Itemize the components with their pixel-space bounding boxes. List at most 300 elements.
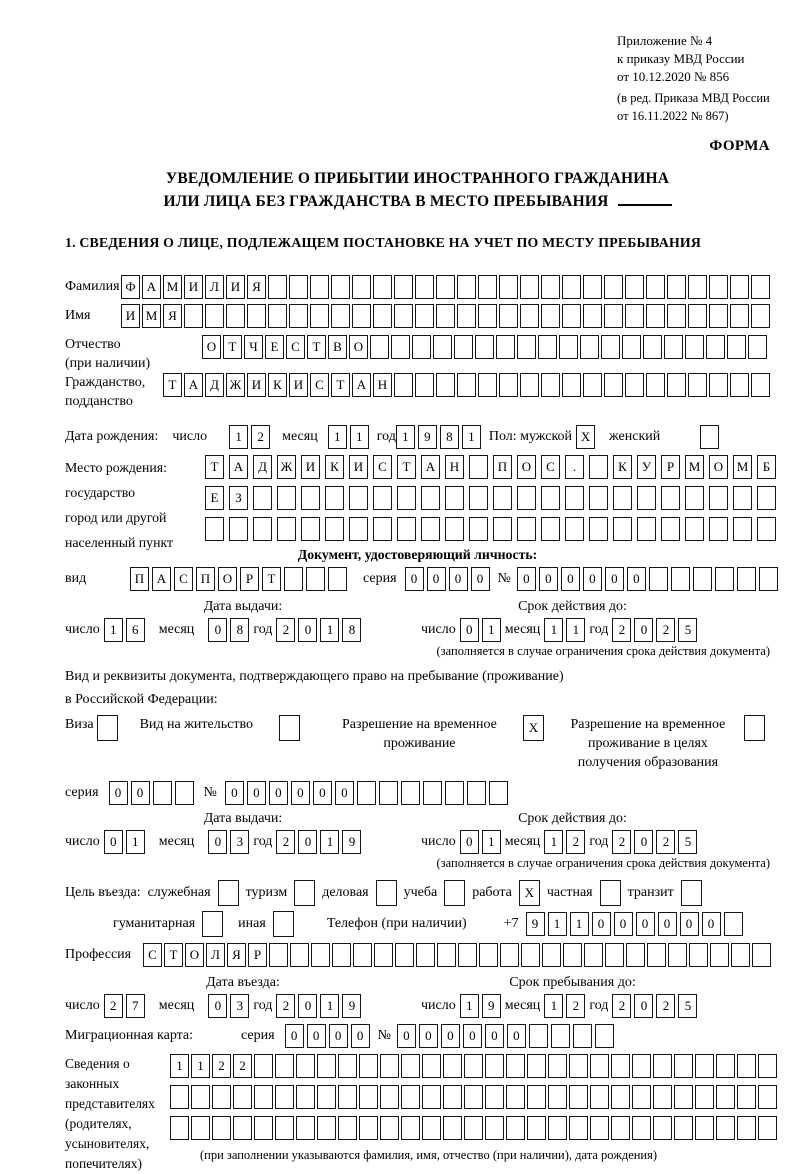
grid-cell[interactable]: 0 <box>561 567 580 591</box>
grid-cell[interactable] <box>569 1054 588 1078</box>
grid-cell[interactable]: 2 <box>276 618 295 642</box>
grid-cell[interactable]: А <box>421 455 440 479</box>
grid-cell[interactable] <box>685 486 704 510</box>
grid-cell[interactable]: У <box>637 455 656 479</box>
grid-cell[interactable] <box>421 517 440 541</box>
grid-cell[interactable]: 3 <box>230 830 249 854</box>
grid-cell[interactable] <box>716 1054 735 1078</box>
grid-cell[interactable] <box>485 1116 504 1140</box>
grid-cell[interactable] <box>401 1116 420 1140</box>
grid-cell[interactable] <box>751 275 770 299</box>
grid-cell[interactable] <box>604 373 623 397</box>
grid-cell[interactable]: 0 <box>485 1024 504 1048</box>
grid-cell[interactable]: 6 <box>126 618 145 642</box>
grid-cell[interactable]: О <box>517 455 536 479</box>
grid-cell[interactable]: 0 <box>247 781 266 805</box>
grid-cell[interactable]: 0 <box>517 567 536 591</box>
grid-cell[interactable] <box>661 486 680 510</box>
grid-cell[interactable] <box>752 943 771 967</box>
grid-cell[interactable] <box>370 335 389 359</box>
grid-cell[interactable] <box>626 943 645 967</box>
grid-cell[interactable]: 0 <box>427 567 446 591</box>
grid-cell[interactable]: 0 <box>636 912 655 936</box>
grid-cell[interactable] <box>538 335 557 359</box>
grid-cell[interactable] <box>254 1054 273 1078</box>
grid-cell[interactable]: Я <box>227 943 246 967</box>
grid-cell[interactable] <box>595 1024 614 1048</box>
grid-cell[interactable] <box>496 335 515 359</box>
grid-cell[interactable] <box>625 304 644 328</box>
grid-cell[interactable] <box>310 275 329 299</box>
grid-cell[interactable] <box>604 304 623 328</box>
grid-cell[interactable] <box>415 373 434 397</box>
grid-cell[interactable]: 0 <box>507 1024 526 1048</box>
grid-cell[interactable] <box>317 1116 336 1140</box>
grid-cell[interactable]: 1 <box>191 1054 210 1078</box>
grid-cell[interactable]: 0 <box>104 830 123 854</box>
grid-cell[interactable]: С <box>310 373 329 397</box>
grid-cell[interactable] <box>685 517 704 541</box>
grid-cell[interactable] <box>445 517 464 541</box>
grid-cell[interactable]: 2 <box>612 994 631 1018</box>
grid-cell[interactable] <box>637 517 656 541</box>
grid-cell[interactable]: 0 <box>208 618 227 642</box>
grid-cell[interactable]: X <box>576 425 595 449</box>
grid-cell[interactable] <box>218 880 239 906</box>
grid-cell[interactable] <box>647 943 666 967</box>
grid-cell[interactable]: А <box>152 567 171 591</box>
grid-cell[interactable] <box>499 373 518 397</box>
grid-cell[interactable]: 1 <box>566 618 585 642</box>
grid-cell[interactable]: 0 <box>131 781 150 805</box>
grid-cell[interactable]: Т <box>262 567 281 591</box>
grid-cell[interactable] <box>671 567 690 591</box>
grid-cell[interactable]: 2 <box>104 994 123 1018</box>
grid-cell[interactable] <box>542 943 561 967</box>
grid-cell[interactable] <box>254 1085 273 1109</box>
grid-cell[interactable]: 2 <box>276 830 295 854</box>
grid-cell[interactable] <box>653 1085 672 1109</box>
grid-cell[interactable] <box>710 943 729 967</box>
grid-cell[interactable]: 0 <box>471 567 490 591</box>
grid-cell[interactable] <box>611 1085 630 1109</box>
grid-cell[interactable] <box>563 943 582 967</box>
grid-cell[interactable] <box>478 373 497 397</box>
grid-cell[interactable]: Н <box>445 455 464 479</box>
grid-cell[interactable]: М <box>163 275 182 299</box>
grid-cell[interactable]: М <box>733 455 752 479</box>
grid-cell[interactable] <box>325 486 344 510</box>
grid-cell[interactable]: 0 <box>634 830 653 854</box>
grid-cell[interactable] <box>268 304 287 328</box>
grid-cell[interactable]: Л <box>206 943 225 967</box>
grid-cell[interactable] <box>653 1116 672 1140</box>
grid-cell[interactable]: 0 <box>269 781 288 805</box>
grid-cell[interactable] <box>517 335 536 359</box>
grid-cell[interactable]: И <box>301 455 320 479</box>
grid-cell[interactable]: Т <box>307 335 326 359</box>
grid-cell[interactable] <box>664 335 683 359</box>
grid-cell[interactable] <box>436 304 455 328</box>
grid-cell[interactable]: 0 <box>298 830 317 854</box>
grid-cell[interactable] <box>444 880 465 906</box>
grid-cell[interactable]: 0 <box>539 567 558 591</box>
grid-cell[interactable] <box>349 486 368 510</box>
grid-cell[interactable] <box>529 1024 548 1048</box>
grid-cell[interactable] <box>416 943 435 967</box>
grid-cell[interactable]: 0 <box>702 912 721 936</box>
grid-cell[interactable] <box>520 275 539 299</box>
grid-cell[interactable] <box>273 911 294 937</box>
grid-cell[interactable]: Е <box>205 486 224 510</box>
grid-cell[interactable] <box>527 1116 546 1140</box>
grid-cell[interactable] <box>590 1054 609 1078</box>
grid-cell[interactable] <box>562 275 581 299</box>
grid-cell[interactable] <box>731 943 750 967</box>
grid-cell[interactable] <box>373 486 392 510</box>
grid-cell[interactable]: 7 <box>126 994 145 1018</box>
grid-cell[interactable] <box>727 335 746 359</box>
grid-cell[interactable] <box>730 373 749 397</box>
grid-cell[interactable] <box>352 304 371 328</box>
grid-cell[interactable] <box>565 486 584 510</box>
grid-cell[interactable] <box>423 781 442 805</box>
grid-cell[interactable] <box>499 275 518 299</box>
grid-cell[interactable]: 2 <box>612 830 631 854</box>
grid-cell[interactable]: И <box>289 373 308 397</box>
grid-cell[interactable] <box>600 880 621 906</box>
grid-cell[interactable] <box>506 1085 525 1109</box>
grid-cell[interactable] <box>437 943 456 967</box>
grid-cell[interactable]: К <box>325 455 344 479</box>
grid-cell[interactable]: Д <box>253 455 272 479</box>
grid-cell[interactable]: 0 <box>405 567 424 591</box>
grid-cell[interactable]: . <box>565 455 584 479</box>
grid-cell[interactable] <box>751 373 770 397</box>
grid-cell[interactable] <box>443 1116 462 1140</box>
grid-cell[interactable]: 9 <box>342 994 361 1018</box>
grid-cell[interactable]: К <box>613 455 632 479</box>
grid-cell[interactable] <box>379 781 398 805</box>
grid-cell[interactable] <box>688 275 707 299</box>
grid-cell[interactable] <box>485 1085 504 1109</box>
grid-cell[interactable] <box>436 373 455 397</box>
grid-cell[interactable] <box>277 486 296 510</box>
grid-cell[interactable] <box>730 304 749 328</box>
grid-cell[interactable]: 0 <box>583 567 602 591</box>
grid-cell[interactable] <box>469 517 488 541</box>
grid-cell[interactable] <box>527 1054 546 1078</box>
grid-cell[interactable] <box>730 275 749 299</box>
grid-cell[interactable] <box>632 1116 651 1140</box>
grid-cell[interactable] <box>583 275 602 299</box>
grid-cell[interactable]: 8 <box>230 618 249 642</box>
grid-cell[interactable] <box>562 304 581 328</box>
grid-cell[interactable]: 2 <box>276 994 295 1018</box>
grid-cell[interactable] <box>253 517 272 541</box>
grid-cell[interactable]: С <box>143 943 162 967</box>
grid-cell[interactable] <box>433 335 452 359</box>
grid-cell[interactable]: Т <box>205 455 224 479</box>
grid-cell[interactable]: 0 <box>441 1024 460 1048</box>
grid-cell[interactable] <box>397 517 416 541</box>
grid-cell[interactable] <box>349 517 368 541</box>
grid-cell[interactable] <box>590 1116 609 1140</box>
grid-cell[interactable] <box>311 943 330 967</box>
grid-cell[interactable] <box>520 373 539 397</box>
grid-cell[interactable]: 0 <box>208 994 227 1018</box>
grid-cell[interactable] <box>229 517 248 541</box>
grid-cell[interactable]: 0 <box>627 567 646 591</box>
grid-cell[interactable]: О <box>709 455 728 479</box>
grid-cell[interactable] <box>622 335 641 359</box>
grid-cell[interactable] <box>212 1116 231 1140</box>
grid-cell[interactable]: 9 <box>418 425 437 449</box>
grid-cell[interactable]: 0 <box>109 781 128 805</box>
grid-cell[interactable] <box>457 373 476 397</box>
grid-cell[interactable]: 0 <box>298 994 317 1018</box>
grid-cell[interactable] <box>601 335 620 359</box>
grid-cell[interactable] <box>709 517 728 541</box>
grid-cell[interactable] <box>373 304 392 328</box>
grid-cell[interactable]: Т <box>163 373 182 397</box>
grid-cell[interactable]: Ж <box>226 373 245 397</box>
grid-cell[interactable]: И <box>184 275 203 299</box>
grid-cell[interactable] <box>661 517 680 541</box>
grid-cell[interactable] <box>436 275 455 299</box>
grid-cell[interactable]: 0 <box>449 567 468 591</box>
grid-cell[interactable] <box>500 943 519 967</box>
grid-cell[interactable] <box>445 486 464 510</box>
grid-cell[interactable] <box>325 517 344 541</box>
grid-cell[interactable] <box>170 1085 189 1109</box>
grid-cell[interactable] <box>759 567 778 591</box>
grid-cell[interactable]: 5 <box>678 830 697 854</box>
grid-cell[interactable]: 5 <box>678 994 697 1018</box>
grid-cell[interactable] <box>541 486 560 510</box>
grid-cell[interactable] <box>454 335 473 359</box>
grid-cell[interactable] <box>674 1116 693 1140</box>
grid-cell[interactable] <box>517 517 536 541</box>
grid-cell[interactable]: И <box>121 304 140 328</box>
grid-cell[interactable]: Б <box>757 455 776 479</box>
grid-cell[interactable]: М <box>685 455 704 479</box>
grid-cell[interactable] <box>464 1116 483 1140</box>
grid-cell[interactable] <box>583 373 602 397</box>
grid-cell[interactable] <box>394 275 413 299</box>
grid-cell[interactable]: З <box>229 486 248 510</box>
grid-cell[interactable] <box>331 275 350 299</box>
grid-cell[interactable]: 0 <box>225 781 244 805</box>
grid-cell[interactable] <box>233 1116 252 1140</box>
grid-cell[interactable] <box>290 943 309 967</box>
grid-cell[interactable] <box>737 567 756 591</box>
grid-cell[interactable]: 0 <box>307 1024 326 1048</box>
grid-cell[interactable]: 0 <box>658 912 677 936</box>
grid-cell[interactable] <box>695 1085 714 1109</box>
grid-cell[interactable]: 0 <box>335 781 354 805</box>
grid-cell[interactable]: Ф <box>121 275 140 299</box>
grid-cell[interactable]: 1 <box>126 830 145 854</box>
grid-cell[interactable]: 0 <box>329 1024 348 1048</box>
grid-cell[interactable]: 0 <box>680 912 699 936</box>
grid-cell[interactable] <box>541 517 560 541</box>
grid-cell[interactable]: 2 <box>212 1054 231 1078</box>
grid-cell[interactable] <box>613 517 632 541</box>
grid-cell[interactable] <box>527 1085 546 1109</box>
grid-cell[interactable] <box>689 943 708 967</box>
grid-cell[interactable] <box>758 1116 777 1140</box>
grid-cell[interactable]: Д <box>205 373 224 397</box>
grid-cell[interactable] <box>751 304 770 328</box>
grid-cell[interactable]: П <box>130 567 149 591</box>
grid-cell[interactable] <box>359 1054 378 1078</box>
grid-cell[interactable] <box>97 715 118 741</box>
grid-cell[interactable]: 1 <box>320 994 339 1018</box>
grid-cell[interactable] <box>685 335 704 359</box>
grid-cell[interactable] <box>191 1116 210 1140</box>
grid-cell[interactable]: 0 <box>460 830 479 854</box>
grid-cell[interactable]: X <box>519 880 540 906</box>
grid-cell[interactable] <box>562 373 581 397</box>
grid-cell[interactable] <box>268 275 287 299</box>
grid-cell[interactable] <box>338 1116 357 1140</box>
grid-cell[interactable] <box>464 1085 483 1109</box>
grid-cell[interactable] <box>464 1054 483 1078</box>
grid-cell[interactable] <box>590 1085 609 1109</box>
grid-cell[interactable]: 2 <box>656 830 675 854</box>
grid-cell[interactable] <box>569 1116 588 1140</box>
grid-cell[interactable] <box>296 1116 315 1140</box>
grid-cell[interactable]: С <box>373 455 392 479</box>
grid-cell[interactable] <box>493 486 512 510</box>
grid-cell[interactable] <box>395 943 414 967</box>
grid-cell[interactable]: 1 <box>320 830 339 854</box>
grid-cell[interactable]: И <box>349 455 368 479</box>
grid-cell[interactable]: П <box>196 567 215 591</box>
grid-cell[interactable]: 0 <box>419 1024 438 1048</box>
grid-cell[interactable]: И <box>247 373 266 397</box>
grid-cell[interactable]: Т <box>223 335 242 359</box>
grid-cell[interactable] <box>667 373 686 397</box>
grid-cell[interactable] <box>653 1054 672 1078</box>
grid-cell[interactable] <box>310 304 329 328</box>
grid-cell[interactable] <box>573 1024 592 1048</box>
grid-cell[interactable] <box>716 1116 735 1140</box>
grid-cell[interactable] <box>693 567 712 591</box>
grid-cell[interactable] <box>401 1054 420 1078</box>
grid-cell[interactable] <box>233 1085 252 1109</box>
grid-cell[interactable] <box>681 880 702 906</box>
grid-cell[interactable] <box>296 1085 315 1109</box>
grid-cell[interactable]: 2 <box>656 618 675 642</box>
grid-cell[interactable]: 0 <box>460 618 479 642</box>
grid-cell[interactable] <box>380 1116 399 1140</box>
grid-cell[interactable] <box>589 486 608 510</box>
grid-cell[interactable] <box>380 1085 399 1109</box>
grid-cell[interactable] <box>632 1085 651 1109</box>
grid-cell[interactable] <box>584 943 603 967</box>
grid-cell[interactable] <box>469 486 488 510</box>
grid-cell[interactable] <box>559 335 578 359</box>
grid-cell[interactable] <box>757 517 776 541</box>
grid-cell[interactable] <box>744 715 765 741</box>
grid-cell[interactable] <box>611 1116 630 1140</box>
grid-cell[interactable]: А <box>229 455 248 479</box>
grid-cell[interactable] <box>674 1054 693 1078</box>
grid-cell[interactable] <box>457 304 476 328</box>
grid-cell[interactable]: 0 <box>463 1024 482 1048</box>
grid-cell[interactable] <box>205 517 224 541</box>
grid-cell[interactable] <box>700 425 719 449</box>
grid-cell[interactable] <box>625 373 644 397</box>
grid-cell[interactable] <box>374 943 393 967</box>
grid-cell[interactable]: 8 <box>342 618 361 642</box>
grid-cell[interactable] <box>421 486 440 510</box>
grid-cell[interactable] <box>191 1085 210 1109</box>
grid-cell[interactable]: И <box>226 275 245 299</box>
grid-cell[interactable] <box>373 517 392 541</box>
grid-cell[interactable]: Ч <box>244 335 263 359</box>
grid-cell[interactable]: 1 <box>170 1054 189 1078</box>
grid-cell[interactable]: 0 <box>397 1024 416 1048</box>
grid-cell[interactable] <box>443 1054 462 1078</box>
grid-cell[interactable] <box>401 1085 420 1109</box>
grid-cell[interactable] <box>548 1054 567 1078</box>
grid-cell[interactable] <box>709 275 728 299</box>
grid-cell[interactable] <box>506 1054 525 1078</box>
grid-cell[interactable]: А <box>352 373 371 397</box>
grid-cell[interactable]: А <box>184 373 203 397</box>
grid-cell[interactable] <box>353 943 372 967</box>
grid-cell[interactable] <box>625 275 644 299</box>
grid-cell[interactable] <box>212 1085 231 1109</box>
grid-cell[interactable]: 9 <box>482 994 501 1018</box>
grid-cell[interactable] <box>415 304 434 328</box>
grid-cell[interactable] <box>359 1085 378 1109</box>
grid-cell[interactable]: 0 <box>313 781 332 805</box>
grid-cell[interactable]: 1 <box>396 425 415 449</box>
grid-cell[interactable] <box>301 517 320 541</box>
grid-cell[interactable] <box>604 275 623 299</box>
grid-cell[interactable] <box>175 781 194 805</box>
grid-cell[interactable] <box>170 1116 189 1140</box>
grid-cell[interactable] <box>184 304 203 328</box>
grid-cell[interactable]: 1 <box>462 425 481 449</box>
grid-cell[interactable] <box>275 1054 294 1078</box>
grid-cell[interactable]: О <box>218 567 237 591</box>
grid-cell[interactable]: Р <box>240 567 259 591</box>
grid-cell[interactable]: 5 <box>678 618 697 642</box>
grid-cell[interactable]: 2 <box>656 994 675 1018</box>
grid-cell[interactable] <box>695 1054 714 1078</box>
grid-cell[interactable] <box>445 781 464 805</box>
grid-cell[interactable] <box>394 304 413 328</box>
grid-cell[interactable] <box>506 1116 525 1140</box>
grid-cell[interactable]: 9 <box>342 830 361 854</box>
grid-cell[interactable] <box>202 911 223 937</box>
grid-cell[interactable]: 0 <box>634 618 653 642</box>
grid-cell[interactable] <box>733 517 752 541</box>
grid-cell[interactable] <box>541 373 560 397</box>
grid-cell[interactable] <box>499 304 518 328</box>
grid-cell[interactable] <box>317 1054 336 1078</box>
grid-cell[interactable] <box>688 304 707 328</box>
grid-cell[interactable] <box>153 781 172 805</box>
grid-cell[interactable] <box>415 275 434 299</box>
grid-cell[interactable]: 1 <box>548 912 567 936</box>
grid-cell[interactable] <box>733 486 752 510</box>
